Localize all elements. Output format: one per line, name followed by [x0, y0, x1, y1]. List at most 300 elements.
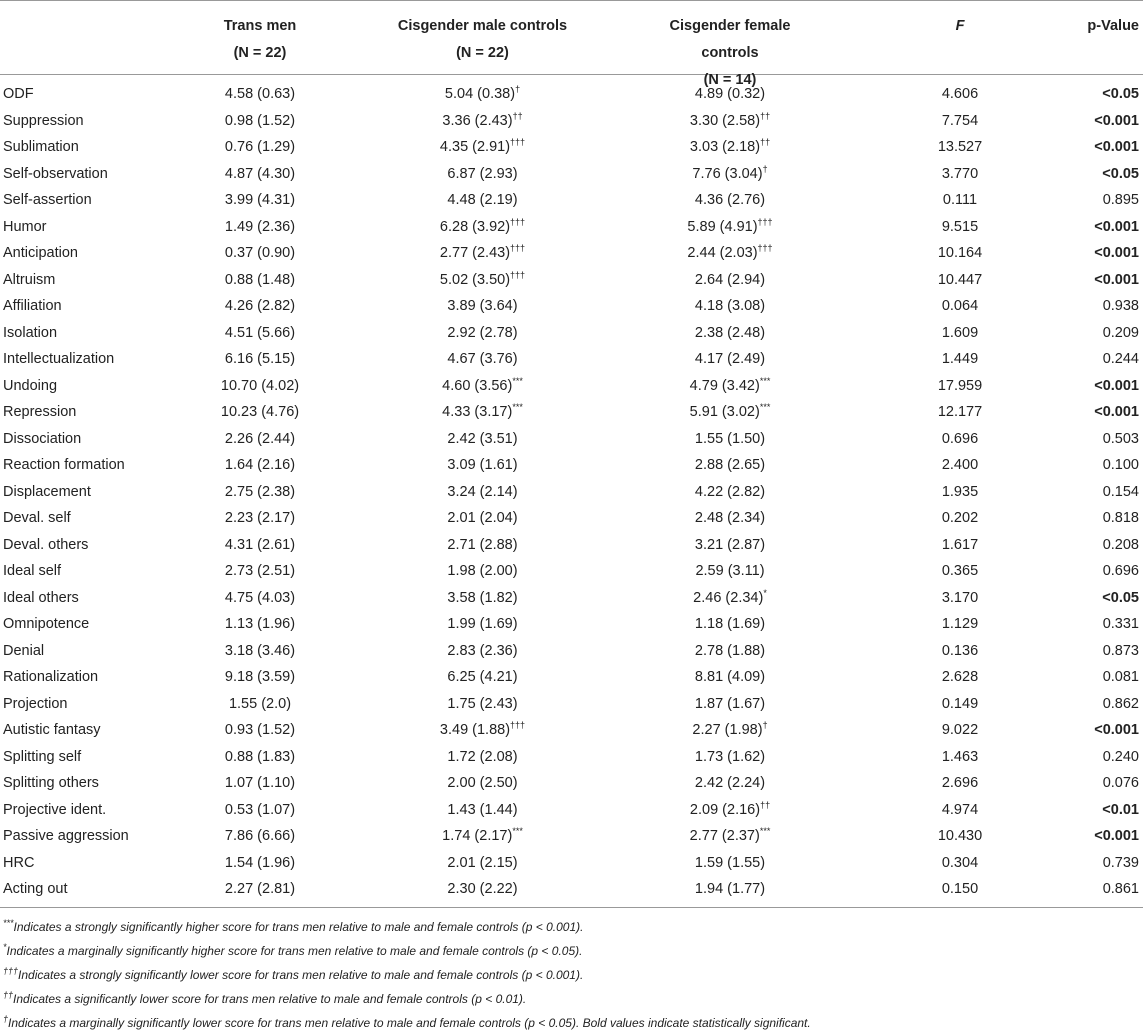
trans-men-value-text: 0.53 (1.07)	[224, 801, 296, 818]
p-value	[1059, 134, 1139, 161]
defense-name-text: Self-assertion	[3, 192, 92, 208]
male-controls-value-text: 1.43 (1.44)	[447, 801, 518, 818]
trans-men-value	[190, 426, 330, 453]
defense-name	[3, 770, 99, 797]
defense-name-text: Dissociation	[3, 430, 82, 447]
defense-name-text: Splitting others	[3, 775, 99, 791]
table-row	[0, 134, 1143, 161]
p-value-text: 0.503	[1102, 430, 1139, 447]
f-value	[920, 426, 1000, 453]
male-controls-value-text: 1.72 (2.08)	[447, 748, 518, 765]
defense-name	[3, 426, 81, 453]
p-value-text: <0.001	[1094, 722, 1139, 738]
p-value-text: <0.001	[1094, 828, 1139, 844]
male-controls-value-mark: ††	[512, 110, 523, 121]
p-value-text: <0.05	[1102, 86, 1139, 102]
female-controls-value	[650, 558, 810, 585]
male-controls-value	[390, 797, 575, 824]
defense-name-text: Anticipation	[3, 245, 78, 261]
p-value	[1059, 161, 1139, 188]
table-row	[0, 240, 1143, 267]
female-controls-value-mark: ***	[759, 402, 771, 413]
female-controls-value-mark: †††	[757, 216, 773, 227]
f-value	[920, 214, 1000, 241]
p-value	[1059, 214, 1139, 241]
male-controls-value-text: 1.98 (2.00)	[447, 563, 518, 579]
male-controls-value	[390, 346, 575, 373]
female-controls-value-text: 1.18 (1.69)	[694, 616, 766, 632]
p-value-text: 0.862	[1102, 695, 1139, 712]
defense-name	[3, 240, 78, 267]
female-controls-value-text: 2.09 (2.16)	[689, 801, 761, 818]
male-controls-value	[390, 426, 575, 453]
trans-men-value-text: 3.99 (4.31)	[224, 192, 296, 208]
trans-men-value-text: 1.64 (2.16)	[224, 457, 296, 473]
trans-men-value	[190, 479, 330, 506]
defense-name	[3, 267, 55, 294]
male-controls-value-text: 6.87 (2.93)	[447, 165, 518, 182]
female-controls-value	[650, 664, 810, 691]
trans-men-value	[190, 876, 330, 903]
male-controls-value	[390, 452, 575, 479]
trans-men-value	[190, 797, 330, 824]
table-row	[0, 638, 1143, 665]
female-controls-value	[650, 505, 810, 532]
header-f-label: F	[955, 18, 965, 34]
female-controls-value-text: 3.03 (2.18)	[689, 139, 761, 155]
p-value	[1059, 399, 1139, 426]
female-controls-value-text: 2.88 (2.65)	[694, 457, 766, 473]
defense-name-text: Splitting self	[3, 748, 82, 765]
female-controls-value	[650, 240, 810, 267]
male-controls-value	[390, 240, 575, 267]
female-controls-value	[650, 320, 810, 347]
footnote-text: Indicates a marginally significantly higher score for trans men relative to male and female controls (p < 0.05).	[6, 944, 583, 958]
female-controls-value	[650, 850, 810, 877]
male-controls-value-text: 6.28 (3.92)	[439, 218, 511, 235]
trans-men-value	[190, 134, 330, 161]
f-value-text: 0.696	[941, 430, 979, 447]
p-value-text: 0.331	[1102, 616, 1139, 632]
f-value	[920, 187, 1000, 214]
f-value	[920, 267, 1000, 294]
defense-name	[3, 744, 81, 771]
female-controls-value	[650, 744, 810, 771]
male-controls-value-text: 1.99 (1.69)	[447, 616, 518, 632]
trans-men-value-text: 2.73 (2.51)	[224, 563, 296, 579]
female-controls-value	[650, 532, 810, 559]
male-controls-value	[390, 585, 575, 612]
p-value	[1059, 691, 1139, 718]
female-controls-value-mark: ***	[759, 826, 771, 837]
defense-name	[3, 161, 108, 188]
p-value	[1059, 770, 1139, 797]
female-controls-value-text: 7.76 (3.04)	[692, 165, 763, 182]
footnote-mark: †††	[3, 966, 19, 976]
p-value	[1059, 373, 1139, 400]
male-controls-value-text: 2.00 (2.50)	[447, 775, 518, 791]
table-row	[0, 399, 1143, 426]
f-value	[920, 850, 1000, 877]
trans-men-value-text: 4.58 (0.63)	[224, 86, 296, 102]
header-female-controls-label: Cisgender female controls	[669, 18, 791, 61]
male-controls-value	[390, 161, 575, 188]
p-value	[1059, 505, 1139, 532]
female-controls-value-mark: †††	[757, 243, 773, 254]
defense-name-text: Denial	[3, 642, 45, 659]
f-value	[920, 108, 1000, 135]
male-controls-value-text: 3.24 (2.14)	[447, 483, 518, 500]
defense-name-text: Altruism	[3, 271, 56, 288]
female-controls-value-text: 2.44 (2.03)	[687, 245, 758, 261]
defense-name	[3, 479, 91, 506]
male-controls-value-mark: ***	[512, 402, 523, 413]
f-value-text: 0.365	[941, 563, 979, 579]
p-value-text: 0.895	[1102, 192, 1139, 208]
male-controls-value-text: 3.89 (3.64)	[447, 298, 518, 314]
f-value-text: 2.400	[941, 457, 979, 473]
defense-name-text: Sublimation	[3, 139, 79, 155]
p-value-text: <0.05	[1102, 589, 1139, 606]
trans-men-value	[190, 823, 330, 850]
footnote-text: Indicates a significantly lower score for trans men relative to male and female controls (p < 0.01).	[13, 992, 527, 1006]
f-value	[920, 240, 1000, 267]
table-row	[0, 161, 1143, 188]
female-controls-value	[650, 373, 810, 400]
male-controls-value-text: 2.77 (2.43)	[439, 245, 511, 261]
defense-name-text: Ideal others	[3, 589, 79, 606]
trans-men-value	[190, 638, 330, 665]
p-value	[1059, 532, 1139, 559]
f-value-text: 1.129	[941, 616, 979, 632]
female-controls-value	[650, 770, 810, 797]
trans-men-value	[190, 770, 330, 797]
trans-men-value	[190, 108, 330, 135]
trans-men-value-text: 7.86 (6.66)	[224, 828, 296, 844]
trans-men-value-text: 1.55 (2.0)	[228, 695, 292, 712]
defense-name	[3, 373, 57, 400]
defense-name	[3, 558, 61, 585]
p-value	[1059, 664, 1139, 691]
male-controls-value-text: 2.42 (3.51)	[447, 430, 518, 447]
trans-men-value-text: 0.76 (1.29)	[224, 139, 296, 155]
female-controls-value-text: 2.78 (1.88)	[694, 642, 766, 659]
p-value-text: 0.818	[1102, 510, 1139, 526]
male-controls-value	[390, 267, 575, 294]
male-controls-value-text: 2.30 (2.22)	[447, 881, 518, 897]
f-value	[920, 320, 1000, 347]
female-controls-value-text: 4.79 (3.42)	[689, 377, 760, 394]
defense-name-text: Deval. others	[3, 536, 89, 553]
f-value-text: 17.959	[937, 377, 983, 394]
male-controls-value	[390, 505, 575, 532]
p-value-text: 0.154	[1102, 483, 1139, 500]
trans-men-value-text: 4.75 (4.03)	[224, 589, 296, 606]
trans-men-value	[190, 532, 330, 559]
defense-name	[3, 585, 79, 612]
trans-men-value	[190, 452, 330, 479]
table-row	[0, 691, 1143, 718]
male-controls-value-mark: †††	[510, 243, 526, 254]
female-controls-value-text: 4.36 (2.76)	[694, 192, 766, 208]
trans-men-value	[190, 214, 330, 241]
male-controls-value	[390, 611, 575, 638]
male-controls-value	[390, 638, 575, 665]
f-value-text: 12.177	[937, 404, 983, 420]
header-trans-men-n: (N = 22)	[233, 45, 287, 61]
defense-name	[3, 797, 106, 824]
table-row	[0, 532, 1143, 559]
trans-men-value	[190, 850, 330, 877]
female-controls-value-mark: ††	[760, 137, 771, 148]
defense-name	[3, 346, 114, 373]
p-value	[1059, 320, 1139, 347]
female-controls-value-mark: †	[762, 163, 768, 174]
male-controls-value-mark: ***	[512, 826, 523, 837]
defense-name-text: Autistic fantasy	[3, 722, 101, 738]
defense-name	[3, 293, 62, 320]
male-controls-value	[390, 744, 575, 771]
defense-name	[3, 505, 71, 532]
male-controls-value	[390, 81, 575, 108]
p-value-text: <0.05	[1102, 165, 1139, 182]
f-value	[920, 770, 1000, 797]
trans-men-value-text: 2.26 (2.44)	[224, 430, 296, 447]
f-value-text: 10.430	[937, 828, 983, 844]
f-value	[920, 373, 1000, 400]
f-value-text: 3.770	[941, 165, 979, 182]
male-controls-value	[390, 823, 575, 850]
female-controls-value-text: 4.22 (2.82)	[694, 483, 766, 500]
f-value-text: 0.111	[942, 192, 978, 208]
male-controls-value-mark: †	[515, 84, 521, 95]
female-controls-value-text: 1.87 (1.67)	[694, 695, 766, 712]
female-controls-value	[650, 81, 810, 108]
header-male-controls-label: Cisgender male controls	[397, 18, 568, 34]
header-trans-men-label: Trans men	[223, 18, 297, 34]
defense-name	[3, 691, 67, 718]
defense-name	[3, 108, 84, 135]
trans-men-value-text: 6.16 (5.15)	[224, 351, 296, 367]
footnote-mark: *	[3, 942, 7, 952]
f-value-text: 2.628	[941, 669, 979, 685]
male-controls-value-text: 2.83 (2.36)	[447, 642, 518, 659]
defense-name	[3, 638, 44, 665]
male-controls-value-text: 6.25 (4.21)	[447, 669, 518, 685]
f-value	[920, 638, 1000, 665]
female-controls-value	[650, 797, 810, 824]
trans-men-value-text: 10.70 (4.02)	[220, 377, 300, 394]
f-value	[920, 479, 1000, 506]
male-controls-value-text: 4.35 (2.91)	[439, 139, 511, 155]
male-controls-value-text: 1.74 (2.17)	[442, 828, 513, 844]
table-row	[0, 108, 1143, 135]
f-value-text: 0.202	[941, 510, 979, 526]
female-controls-value-text: 1.59 (1.55)	[694, 854, 766, 871]
defense-name-text: Displacement	[3, 483, 91, 500]
defense-name-text: Deval. self	[3, 510, 71, 526]
table-row	[0, 744, 1143, 771]
female-controls-value-text: 5.91 (3.02)	[689, 404, 760, 420]
female-controls-value	[650, 479, 810, 506]
f-value-text: 10.164	[937, 245, 983, 261]
trans-men-value-text: 9.18 (3.59)	[224, 669, 296, 685]
female-controls-value	[650, 214, 810, 241]
defense-name	[3, 717, 101, 744]
p-value	[1059, 293, 1139, 320]
defense-name-text: Ideal self	[3, 563, 62, 579]
female-controls-value-text: 5.89 (4.91)	[687, 218, 758, 235]
table-row	[0, 876, 1143, 903]
f-value-text: 2.696	[941, 775, 979, 791]
p-value-text: <0.001	[1094, 245, 1139, 261]
trans-men-value-text: 4.87 (4.30)	[224, 165, 296, 182]
female-controls-value-text: 2.59 (3.11)	[695, 563, 765, 579]
male-controls-value-mark: ***	[512, 375, 523, 386]
male-controls-value-text: 3.09 (1.61)	[447, 457, 518, 473]
male-controls-value-mark: †††	[510, 720, 526, 731]
p-value	[1059, 558, 1139, 585]
f-value	[920, 452, 1000, 479]
male-controls-value-text: 3.49 (1.88)	[439, 722, 511, 738]
header-p-value-label: p-Value	[1087, 18, 1139, 34]
p-value	[1059, 823, 1139, 850]
footnote	[3, 985, 1138, 1009]
defense-name	[3, 134, 79, 161]
trans-men-value-text: 3.18 (3.46)	[224, 642, 296, 659]
f-value-text: 0.064	[941, 298, 979, 314]
trans-men-value	[190, 240, 330, 267]
trans-men-value-text: 1.54 (1.96)	[224, 854, 296, 871]
f-value-text: 1.463	[941, 748, 979, 765]
trans-men-value	[190, 293, 330, 320]
female-controls-value	[650, 585, 810, 612]
p-value	[1059, 717, 1139, 744]
female-controls-value-text: 1.55 (1.50)	[694, 430, 766, 447]
f-value-text: 1.935	[941, 483, 979, 500]
footnote	[3, 961, 1138, 985]
p-value-text: 0.938	[1102, 298, 1139, 314]
trans-men-value-text: 10.23 (4.76)	[220, 404, 300, 420]
defense-name-text: Passive aggression	[3, 828, 129, 844]
f-value-text: 4.606	[941, 86, 979, 102]
male-controls-value-text: 1.75 (2.43)	[447, 695, 518, 712]
f-value	[920, 797, 1000, 824]
defense-name	[3, 611, 89, 638]
trans-men-value-text: 4.26 (2.82)	[224, 298, 296, 314]
female-controls-value-text: 4.18 (3.08)	[694, 298, 766, 314]
defense-name	[3, 452, 125, 479]
f-value-text: 3.170	[941, 589, 979, 606]
trans-men-value	[190, 320, 330, 347]
trans-men-value	[190, 558, 330, 585]
female-controls-value-mark: †	[762, 720, 768, 731]
p-value-text: <0.001	[1094, 271, 1139, 288]
female-controls-value	[650, 638, 810, 665]
male-controls-value	[390, 479, 575, 506]
f-value-text: 0.150	[941, 881, 979, 897]
female-controls-value-text: 1.73 (1.62)	[694, 748, 766, 765]
p-value	[1059, 187, 1139, 214]
footnote-text: Indicates a strongly significantly higher score for trans men relative to male and female controls (p < 0.001).	[13, 920, 584, 934]
p-value-text: 0.873	[1102, 642, 1139, 659]
p-value-text: <0.001	[1094, 377, 1139, 394]
p-value	[1059, 426, 1139, 453]
female-controls-value	[650, 399, 810, 426]
defense-name	[3, 532, 88, 559]
trans-men-value-text: 0.37 (0.90)	[224, 245, 296, 261]
p-value-text: <0.001	[1094, 112, 1139, 129]
defense-name-text: Projection	[3, 695, 68, 712]
trans-men-value-text: 0.93 (1.52)	[224, 722, 296, 738]
female-controls-value-text: 2.46 (2.34)	[693, 589, 764, 606]
footnote-mark: ***	[3, 918, 14, 928]
header-trans-men	[190, 13, 330, 67]
trans-men-value	[190, 187, 330, 214]
p-value	[1059, 876, 1139, 903]
male-controls-value-text: 3.36 (2.43)	[442, 112, 513, 129]
table-row	[0, 293, 1143, 320]
table-row	[0, 267, 1143, 294]
p-value-text: <0.01	[1102, 801, 1139, 818]
p-value	[1059, 452, 1139, 479]
female-controls-value-text: 4.17 (2.49)	[694, 351, 766, 367]
defense-name-text: Acting out	[3, 881, 68, 897]
defense-name	[3, 320, 57, 347]
f-value-text: 0.149	[941, 695, 979, 712]
header-male-controls	[390, 13, 575, 67]
footnote-mark: †	[3, 1014, 9, 1024]
female-controls-value	[650, 611, 810, 638]
table-row	[0, 320, 1143, 347]
header-female-controls-n: (N = 14)	[703, 72, 757, 88]
f-value-text: 7.754	[941, 112, 979, 129]
male-controls-value-text: 4.33 (3.17)	[442, 404, 513, 420]
female-controls-value-text: 2.48 (2.34)	[694, 510, 766, 526]
defense-name-text: Isolation	[3, 324, 58, 341]
table-row	[0, 505, 1143, 532]
trans-men-value	[190, 505, 330, 532]
p-value-text: 0.244	[1102, 351, 1139, 367]
f-value-text: 1.609	[941, 324, 979, 341]
female-controls-value	[650, 346, 810, 373]
table-row	[0, 452, 1143, 479]
male-controls-value-mark: †††	[510, 137, 526, 148]
f-value	[920, 744, 1000, 771]
f-value	[920, 532, 1000, 559]
f-value-text: 4.974	[941, 801, 979, 818]
defense-name-text: Intellectualization	[3, 351, 115, 367]
male-controls-value	[390, 187, 575, 214]
table-row	[0, 346, 1143, 373]
f-value	[920, 558, 1000, 585]
p-value	[1059, 240, 1139, 267]
trans-men-value	[190, 744, 330, 771]
trans-men-value-text: 2.27 (2.81)	[224, 881, 296, 897]
p-value	[1059, 108, 1139, 135]
p-value-text: 0.861	[1102, 881, 1139, 897]
defense-name	[3, 81, 34, 108]
trans-men-value-text: 4.31 (2.61)	[224, 536, 296, 553]
trans-men-value	[190, 161, 330, 188]
trans-men-value	[190, 691, 330, 718]
p-value-text: 0.076	[1102, 775, 1139, 791]
female-controls-value	[650, 452, 810, 479]
female-controls-value	[650, 108, 810, 135]
table-row	[0, 479, 1143, 506]
defense-name	[3, 823, 129, 850]
female-controls-value-mark: ††	[760, 110, 771, 121]
